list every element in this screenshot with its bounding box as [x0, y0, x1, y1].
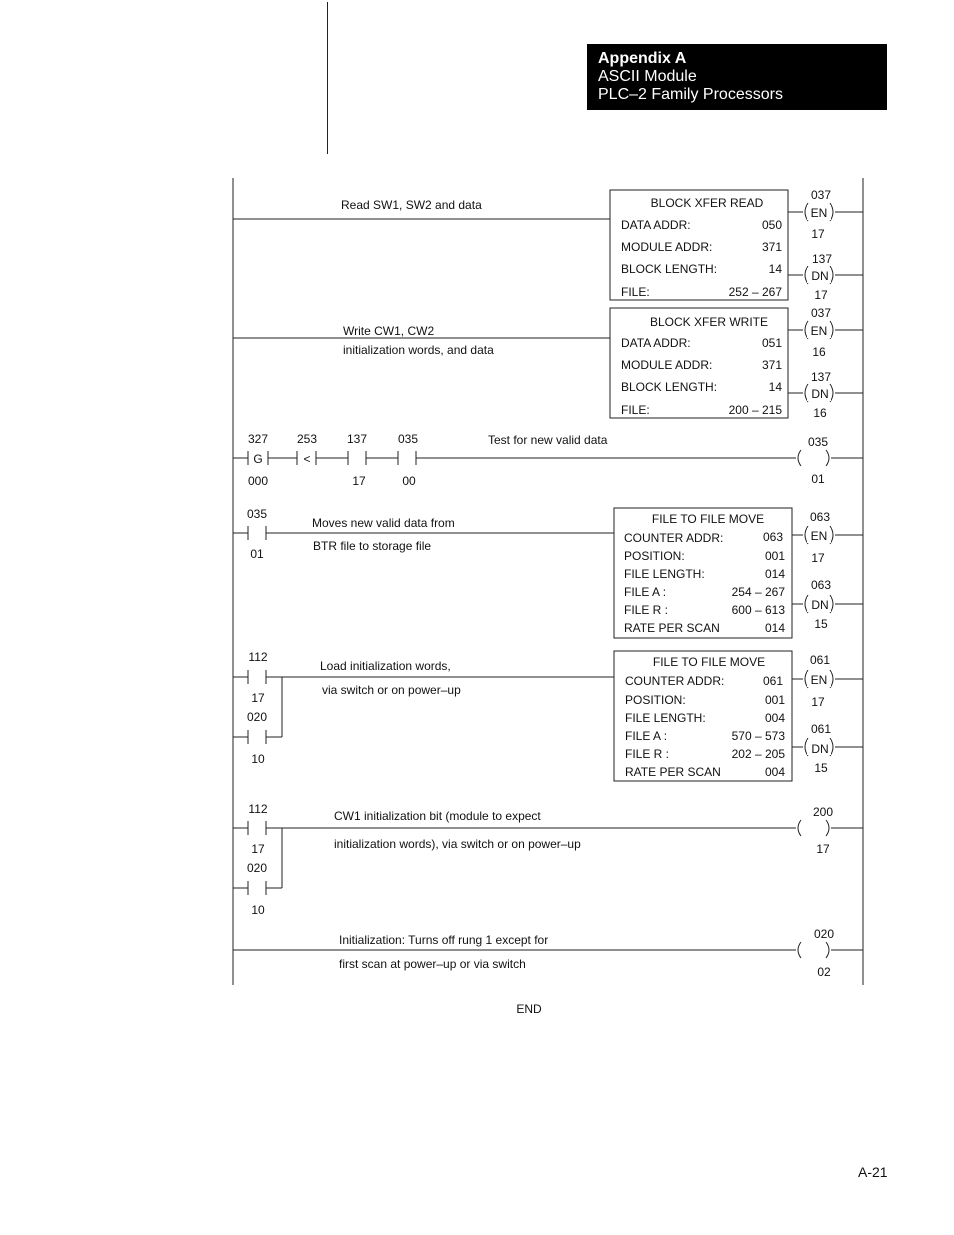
header-appendix-title: Appendix A [598, 50, 687, 67]
output-bit: 17 [811, 551, 825, 565]
output-bit: 17 [811, 695, 825, 709]
ffm063-row-value: 254 – 267 [731, 585, 785, 599]
rung6-comment-line2: initialization words), via switch or on power–up [334, 837, 581, 851]
contact-bit: 00 [402, 474, 416, 488]
bxr-row-label: DATA ADDR: [621, 218, 691, 232]
rung3-comment: Test for new valid data [488, 433, 608, 447]
output-address: 137 [811, 252, 833, 266]
ffm061-row-value: 004 [764, 711, 785, 725]
ffm061-row-label: COUNTER ADDR: [625, 674, 725, 688]
bxr-row-label: FILE: [621, 285, 650, 299]
rung7-comment-line2: first scan at power–up or via switch [339, 957, 526, 971]
output-address: 061 [809, 653, 831, 667]
output-address: 137 [810, 370, 832, 384]
coil-bit: 17 [816, 842, 830, 856]
bxw-row-value: 051 [761, 336, 782, 350]
output-address: 037 [810, 188, 832, 202]
rung1-comment: Read SW1, SW2 and data [341, 198, 482, 212]
bxr-row-value: 252 – 267 [728, 285, 782, 299]
bxr-row-label: BLOCK LENGTH: [621, 262, 718, 276]
block-xfer-read-title: BLOCK XFER READ [650, 196, 764, 210]
contact-address: 137 [346, 432, 368, 446]
ffm063-row-label: FILE A : [624, 585, 667, 599]
contact-address: 035 [246, 507, 268, 521]
coil-address: 200 [812, 805, 834, 819]
contact-address: 253 [296, 432, 318, 446]
coil-address: 020 [813, 927, 835, 941]
ffm063-row-value: 014 [764, 567, 785, 581]
rung5-comment-line1: Load initialization words, [320, 659, 451, 673]
ffm063-row-label: FILE R : [624, 603, 669, 617]
contact-bit: 17 [352, 474, 366, 488]
bxr-row-label: MODULE ADDR: [621, 240, 713, 254]
rung2-comment-line2: initialization words, and data [343, 343, 494, 357]
ffm063-row-label: FILE LENGTH: [624, 567, 705, 581]
bxr-row-value: 14 [768, 262, 782, 276]
output-tag: DN [811, 598, 829, 612]
output-tag: DN [811, 387, 829, 401]
bxw-row-label: BLOCK LENGTH: [621, 380, 718, 394]
output-bit: 15 [814, 617, 828, 631]
ffm061-row-value: 061 [762, 674, 783, 688]
rung6-comment-line1: CW1 initialization bit (module to expect [334, 809, 541, 823]
ffm063-row-value: 063 [762, 530, 783, 544]
ffm061-row-value: 202 – 205 [731, 747, 785, 761]
output-address: 063 [809, 510, 831, 524]
bxw-row-value: 371 [761, 358, 782, 372]
bxw-row-label: DATA ADDR: [621, 336, 691, 350]
rung2-comment-line1: Write CW1, CW2 [343, 324, 435, 338]
ffm061-row-label: POSITION: [625, 693, 686, 707]
output-bit: 17 [814, 288, 828, 302]
output-tag: DN [811, 742, 829, 756]
output-bit: 15 [814, 761, 828, 775]
ffm061-row-value: 004 [764, 765, 785, 779]
contact-symbol: G [253, 452, 263, 466]
ffm061-row-value: 570 – 573 [731, 729, 785, 743]
page-number: A-21 [858, 1164, 888, 1180]
bxr-row-value: 371 [761, 240, 782, 254]
contact-bit: 17 [251, 691, 265, 705]
bxw-row-value: 200 – 215 [728, 403, 782, 417]
ffm061-row-label: RATE PER SCAN [625, 765, 721, 779]
coil-address: 035 [807, 435, 829, 449]
contact-bit: 17 [251, 842, 265, 856]
end-of-program-label: END [516, 1002, 542, 1016]
contact-bit: 01 [250, 547, 264, 561]
bxw-row-label: FILE: [621, 403, 650, 417]
output-bit: 16 [813, 406, 827, 420]
block-xfer-write-title: BLOCK XFER WRITE [649, 315, 769, 329]
file-move-063-title: FILE TO FILE MOVE [651, 512, 765, 526]
header-module-title: ASCII Module [598, 68, 697, 85]
ffm063-row-label: RATE PER SCAN [624, 621, 720, 635]
ffm063-row-label: COUNTER ADDR: [624, 531, 724, 545]
rung4-comment-line2: BTR file to storage file [313, 539, 432, 553]
contact-bit: 000 [247, 474, 269, 488]
output-bit: 17 [811, 227, 825, 241]
output-address: 061 [810, 722, 832, 736]
ffm063-row-value: 600 – 613 [731, 603, 785, 617]
contact-address: 020 [246, 710, 268, 724]
contact-bit: 10 [251, 903, 265, 917]
output-tag: EN [810, 529, 828, 543]
output-tag: EN [810, 673, 828, 687]
contact-bit: 10 [251, 752, 265, 766]
header-processor-title: PLC–2 Family Processors [598, 86, 783, 103]
contact-address: 020 [246, 861, 268, 875]
ffm063-row-value: 014 [764, 621, 785, 635]
contact-address: 035 [397, 432, 419, 446]
ffm061-row-label: FILE R : [625, 747, 670, 761]
file-move-061-title: FILE TO FILE MOVE [652, 655, 766, 669]
bxw-row-value: 14 [768, 380, 782, 394]
contact-address: 327 [247, 432, 269, 446]
output-address: 037 [810, 306, 832, 320]
bxr-row-value: 050 [761, 218, 782, 232]
output-address: 063 [810, 578, 832, 592]
output-tag: EN [810, 324, 828, 338]
ffm063-row-label: POSITION: [624, 549, 685, 563]
coil-bit: 01 [811, 472, 825, 486]
coil-bit: 02 [817, 965, 831, 979]
ffm061-row-value: 001 [764, 693, 785, 707]
output-tag: EN [810, 206, 828, 220]
ffm061-row-label: FILE LENGTH: [625, 711, 706, 725]
rung7-comment-line1: Initialization: Turns off rung 1 except for [339, 933, 549, 947]
contact-address: 112 [248, 802, 268, 816]
contact-address: 112 [248, 650, 268, 664]
bxw-row-label: MODULE ADDR: [621, 358, 713, 372]
ffm061-row-label: FILE A : [625, 729, 668, 743]
ffm063-row-value: 001 [764, 549, 785, 563]
output-tag: DN [811, 269, 829, 283]
rung5-comment-line2: via switch or on power–up [322, 683, 461, 697]
output-bit: 16 [812, 345, 826, 359]
contact-symbol: < [303, 452, 311, 466]
rung4-comment-line1: Moves new valid data from [312, 516, 455, 530]
